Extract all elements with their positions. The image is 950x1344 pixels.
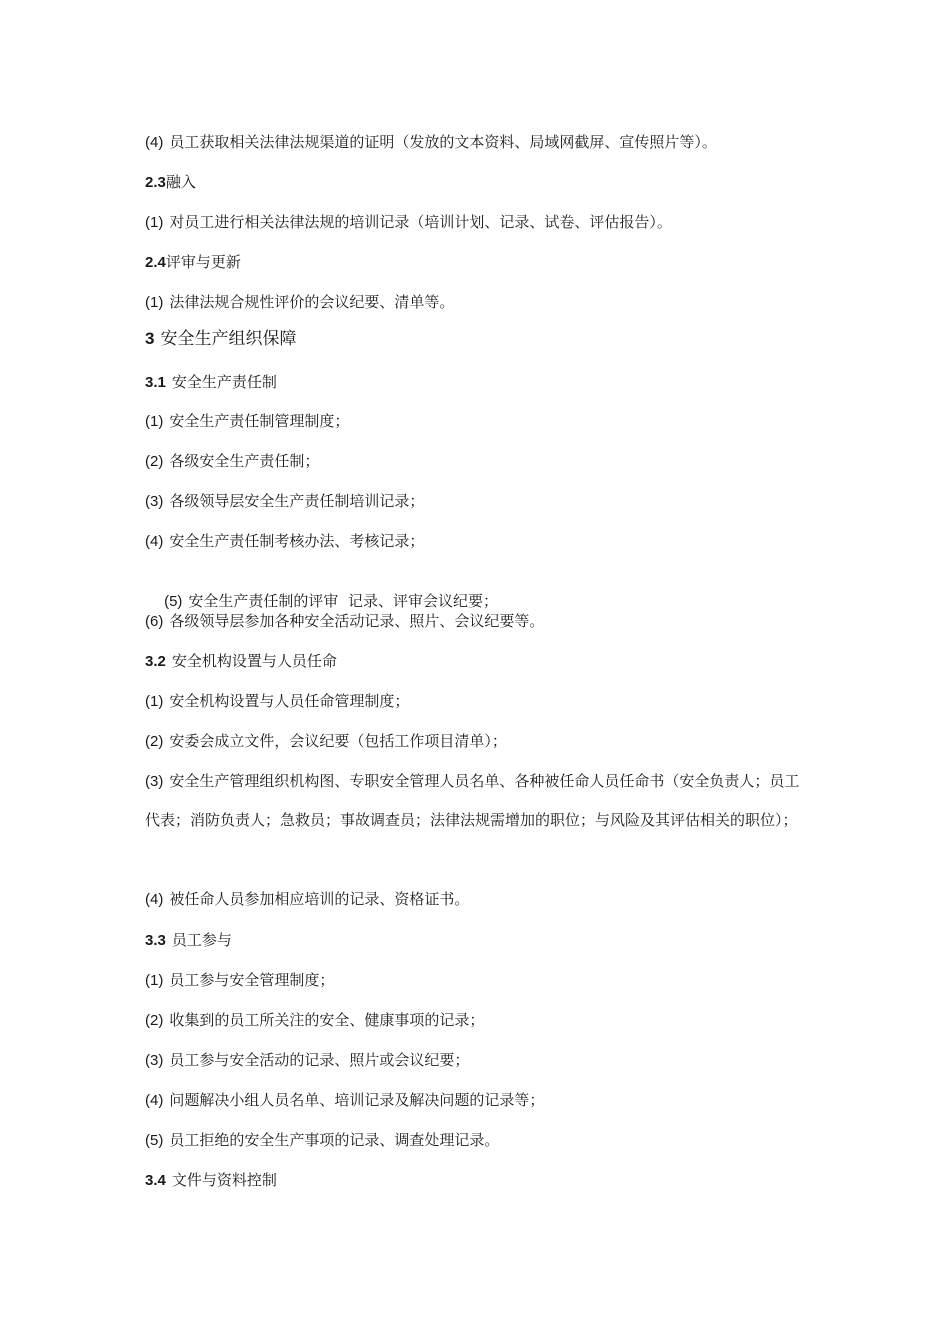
item-text: 安全机构设置与人员任命管理制度；: [169, 692, 410, 710]
list-item: [145, 292, 454, 313]
item-text: 问题解决小组人员名单、培训记录及解决问题的记录等；: [169, 1091, 545, 1109]
item-number: (5): [164, 593, 183, 610]
item-text: 各级领导层参加各种安全活动记录、照片、会议纪要等。: [169, 612, 545, 630]
item-text: 收集到的员工所关注的安全、健康事项的记录；: [169, 1011, 485, 1029]
item-text: 安全生产管理组织机构图、专职安全管理人员名单、各种被任命人员任命书（安全负责人；员工代表；消防负责人；急救员；事故调查员；法律法规需增加的职位；与风险及其评估相关的职位）；: [145, 772, 800, 829]
chapter-title: 安全生产组织保障: [160, 329, 297, 349]
item-text: 员工获取相关法律法规渠道的证明（发放的文本资料、局域网截屏、宣传照片等）。: [169, 133, 717, 151]
section-heading: [145, 651, 337, 672]
section-heading: [145, 252, 241, 273]
section-title: 员工参与: [171, 931, 232, 949]
item-text: 各级领导层安全生产责任制培训记录；: [169, 492, 425, 510]
item-number: (2): [145, 453, 164, 470]
list-item: [145, 691, 409, 712]
list-item: [145, 970, 334, 991]
section-title: 安全生产责任制: [171, 373, 277, 391]
section-heading: [145, 930, 232, 951]
item-number: (2): [145, 733, 164, 750]
list-item: [145, 451, 319, 472]
item-number: (4): [145, 134, 164, 151]
item-text: 对员工进行相关法律法规的培训记录（培训计划、记录、试卷、评估报告）。: [169, 213, 672, 231]
item-number: (1): [145, 294, 164, 311]
section-heading: [145, 172, 196, 193]
list-item: [145, 1010, 484, 1031]
section-heading: [145, 1170, 277, 1191]
item-number: (4): [145, 1092, 164, 1109]
list-item: [145, 731, 507, 752]
list-item: [145, 1130, 499, 1151]
item-text: 员工参与安全活动的记录、照片或会议纪要；: [169, 1051, 470, 1069]
item-number: (2): [145, 1012, 164, 1029]
list-item: [145, 411, 349, 432]
list-item: [145, 762, 810, 840]
list-item: [145, 132, 717, 153]
list-item: [145, 212, 672, 233]
section-number: 3.2: [145, 653, 166, 670]
section-number: 3.1: [145, 374, 166, 391]
item-text: 各级安全生产责任制；: [169, 452, 320, 470]
section-number: 2.4: [145, 254, 166, 271]
list-item: [145, 1050, 469, 1071]
item-number: (3): [145, 773, 164, 790]
item-text: 安全生产责任制管理制度；: [169, 412, 350, 430]
section-number: 3.4: [145, 1172, 166, 1189]
item-text: 被任命人员参加相应培训的记录、资格证书。: [169, 890, 470, 908]
list-item: [145, 611, 544, 632]
item-text: 安委会成立文件，会议纪要（包括工作项目清单）；: [169, 732, 507, 750]
section-title: 评审与更新: [165, 253, 241, 271]
item-text: 员工参与安全管理制度；: [169, 971, 335, 989]
section-title: 文件与资料控制: [171, 1171, 277, 1189]
list-item: [145, 531, 424, 552]
list-item: [145, 889, 469, 910]
section-title: 安全机构设置与人员任命: [171, 652, 337, 670]
list-item: [145, 491, 424, 512]
item-number: (1): [145, 413, 164, 430]
item-number: (1): [145, 693, 164, 710]
item-number: (3): [145, 1052, 164, 1069]
item-text: 安全生产责任制的评审 记录、评审会议纪要；: [188, 592, 498, 610]
item-number: (3): [145, 493, 164, 510]
chapter-heading: [145, 329, 296, 349]
chapter-number: 3: [145, 329, 155, 348]
item-number: (5): [145, 1132, 164, 1149]
item-text: 员工拒绝的安全生产事项的记录、调查处理记录。: [169, 1131, 500, 1149]
section-heading: [145, 372, 277, 393]
item-number: (1): [145, 972, 164, 989]
item-text: 法律法规合规性评价的会议纪要、清单等。: [169, 293, 455, 311]
item-number: (4): [145, 533, 164, 550]
section-number: 2.3: [145, 174, 166, 191]
section-number: 3.3: [145, 932, 166, 949]
list-item: [145, 1090, 544, 1111]
item-number: (6): [145, 613, 164, 630]
item-number: (1): [145, 214, 164, 231]
item-number: (4): [145, 891, 164, 908]
item-text: 安全生产责任制考核办法、考核记录；: [169, 532, 425, 550]
section-title: 融入: [165, 173, 196, 191]
